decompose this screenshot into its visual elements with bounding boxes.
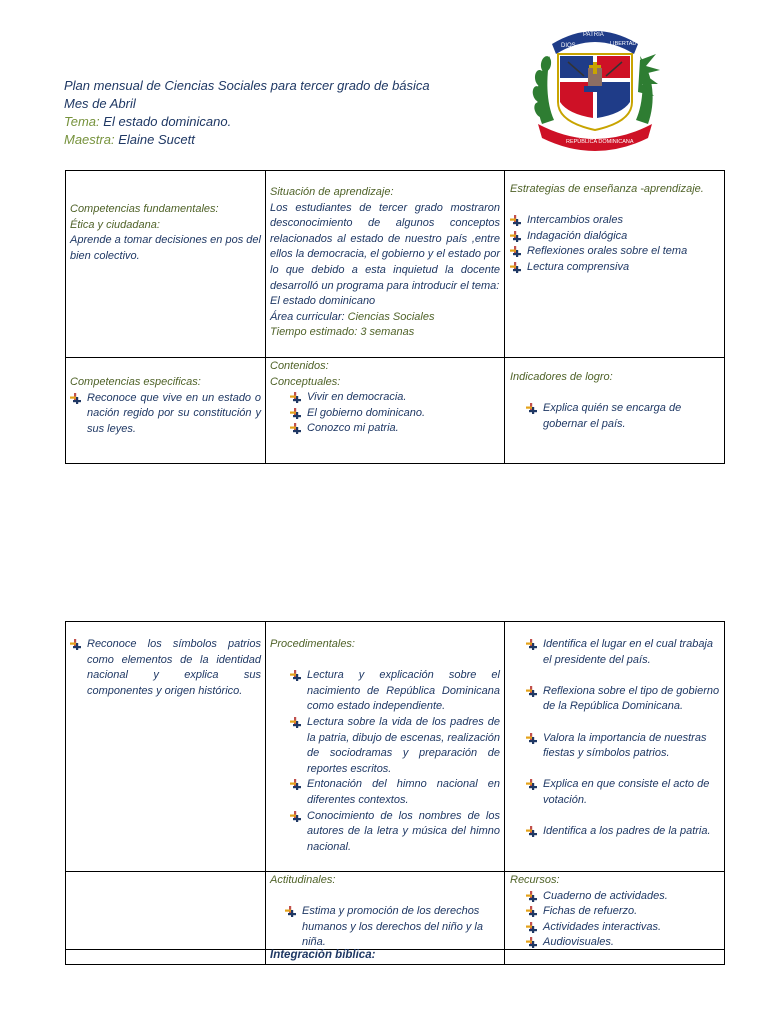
cell-estrategias: [505, 171, 725, 358]
situacion-text: Los estudiantes de tercer grado mostraron desconocimiento de algunos conceptos relacionados al estado de nuestro país ,entre ellos la democracia, el gobierno y el estado por lo que debido a esta inquietud la docente desarrolló un programa para introducir el tema:: [270, 201, 500, 292]
situacion-tema: El estado dominicano: [270, 295, 376, 308]
cell-empty: [66, 872, 266, 950]
crest-motto-center: PATRIA: [583, 32, 604, 38]
cell-empty: [505, 950, 725, 965]
list-item: Explica quién se encarga de gobernar el país.: [526, 401, 720, 432]
topic-value: El estado dominicano.: [103, 114, 232, 129]
bullet-arrows-icon: [290, 717, 301, 728]
list-item: Reflexiones orales sobre el tema: [510, 244, 720, 260]
cell-empty: [66, 950, 266, 965]
bullet-arrows-icon: [70, 639, 81, 650]
actitudinales-heading: Actitudinales:: [270, 874, 336, 886]
bullet-arrows-icon: [526, 403, 537, 414]
cell-actitudinales: [266, 872, 505, 950]
list-item: Valora la importancia de nuestras fiestas y símbolos patrios.: [526, 731, 721, 762]
crest-motto-right: LIBERTAD: [610, 41, 637, 47]
plan-title: Plan mensual de Ciencias Sociales para tercer grado de básica: [64, 78, 430, 93]
bullet-arrows-icon: [285, 906, 296, 917]
bullet-arrows-icon: [526, 891, 537, 902]
area-value: Ciencias Sociales: [347, 310, 435, 323]
competencias-especificas-heading: Competencias especificas:: [70, 376, 201, 388]
list-item: Explica en que consiste el acto de votación.: [526, 777, 721, 808]
bullet-arrows-icon: [510, 262, 521, 273]
list-item: Identifica a los padres de la patria.: [526, 824, 721, 840]
teacher-label: Maestra:: [64, 132, 115, 147]
list-item: Actividades interactivas.: [526, 920, 720, 936]
list-item: Vivir en democracia.: [290, 390, 500, 406]
bullet-arrows-icon: [526, 779, 537, 790]
cell-recursos: [505, 872, 725, 950]
list-item: El gobierno dominicano.: [290, 406, 500, 422]
bullet-arrows-icon: [290, 423, 301, 434]
bullet-arrows-icon: [290, 392, 301, 403]
list-item: Audiovisuales.: [526, 935, 720, 951]
teacher-value: Elaine Sucett: [118, 132, 195, 147]
list-item: Conocimiento de los nombres de los autores de la letra y música del himno nacional.: [290, 809, 500, 856]
indicadores-heading: Indicadores de logro:: [510, 371, 613, 383]
competencia-fundamental-text: Aprende a tomar decisiones en pos del bien colectivo.: [70, 234, 261, 262]
list-item: Lectura sobre la vida de los padres de la patria, dibujo de escenas, realización de sociodramas y preparación de reportes escritos.: [290, 715, 500, 777]
list-item: Reconoce los símbolos patrios como elementos de la identidad nacional y explica sus componentes y origen histórico.: [70, 637, 261, 699]
procedimentales-heading: Procedimentales:: [270, 638, 355, 650]
bullet-arrows-icon: [526, 639, 537, 650]
list-item: Lectura y explicación sobre el nacimiento de República Dominicana como estado independiente.: [290, 668, 500, 715]
list-item: Reflexiona sobre el tipo de gobierno de la República Dominicana.: [526, 684, 721, 715]
situacion-heading: Situación de aprendizaje:: [270, 186, 394, 198]
bullet-arrows-icon: [510, 215, 521, 226]
bullet-arrows-icon: [290, 670, 301, 681]
list-item: Intercambios orales: [510, 213, 720, 229]
cell-competencias-especificas-2: [66, 622, 266, 872]
list-item: Reconoce que vive en un estado o nación regido por su constitución y sus leyes.: [70, 391, 261, 438]
list-item: Lectura comprensiva: [510, 260, 720, 276]
cell-indicadores-logro-2: [505, 622, 725, 872]
etica-ciudadana-heading: Ética y ciudadana:: [70, 218, 160, 231]
cell-procedimentales: [266, 622, 505, 872]
cell-situacion-aprendizaje: [266, 171, 505, 358]
crest-motto-left: DIOS: [561, 43, 576, 49]
bullet-arrows-icon: [526, 733, 537, 744]
estrategias-heading: Estrategias de enseñanza -aprendizaje.: [510, 183, 704, 195]
plan-teacher: [64, 131, 430, 149]
bullet-arrows-icon: [526, 686, 537, 697]
cell-indicadores-logro: [505, 358, 725, 464]
bullet-arrows-icon: [526, 922, 537, 933]
bullet-arrows-icon: [290, 408, 301, 419]
topic-label: Tema:: [64, 114, 100, 129]
coat-of-arms-icon: [528, 14, 662, 152]
competencias-fundamentales-heading: Competencias fundamentales:: [70, 203, 219, 215]
bullet-arrows-icon: [510, 246, 521, 257]
bullet-arrows-icon: [526, 906, 537, 917]
cell-competencias-fundamentales: [66, 171, 266, 358]
bullet-arrows-icon: [526, 937, 537, 948]
list-item: Estima y promoción de los derechos humanos y los derechos del niño y la niña.: [285, 904, 500, 951]
plan-table-bottom: [65, 621, 725, 965]
bullet-arrows-icon: [70, 393, 81, 404]
conceptuales-heading: Conceptuales:: [270, 375, 341, 388]
crest-ribbon-text: REPÚBLICA DOMINICANA: [566, 139, 634, 145]
bullet-arrows-icon: [510, 231, 521, 242]
plan-topic: [64, 113, 430, 131]
cell-contenidos: [266, 358, 505, 464]
list-item: Fichas de refuerzo.: [526, 904, 720, 920]
list-item: Indagación dialógica: [510, 229, 720, 245]
bullet-arrows-icon: [290, 811, 301, 822]
contenidos-heading: Contenidos:: [270, 360, 329, 372]
list-item: Identifica el lugar en el cual trabaja el presidente del país.: [526, 637, 721, 668]
cell-integracion-biblica: [266, 950, 505, 965]
tiempo-estimado: Tiempo estimado: 3 semanas: [270, 326, 415, 339]
document-header: [64, 77, 430, 149]
cell-competencias-especificas: [66, 358, 266, 464]
area-curricular: [270, 310, 500, 326]
integracion-heading: Integración bíblica:: [270, 949, 376, 961]
bullet-arrows-icon: [526, 826, 537, 837]
plan-table-top: [65, 170, 725, 464]
list-item: Cuaderno de actividades.: [526, 889, 720, 905]
recursos-heading: Recursos:: [510, 874, 560, 886]
plan-month: Mes de Abril: [64, 96, 136, 111]
bullet-arrows-icon: [290, 779, 301, 790]
list-item: Entonación del himno nacional en diferentes contextos.: [290, 777, 500, 808]
area-label: Área curricular:: [270, 310, 345, 323]
list-item: Conozco mi patria.: [290, 421, 500, 437]
